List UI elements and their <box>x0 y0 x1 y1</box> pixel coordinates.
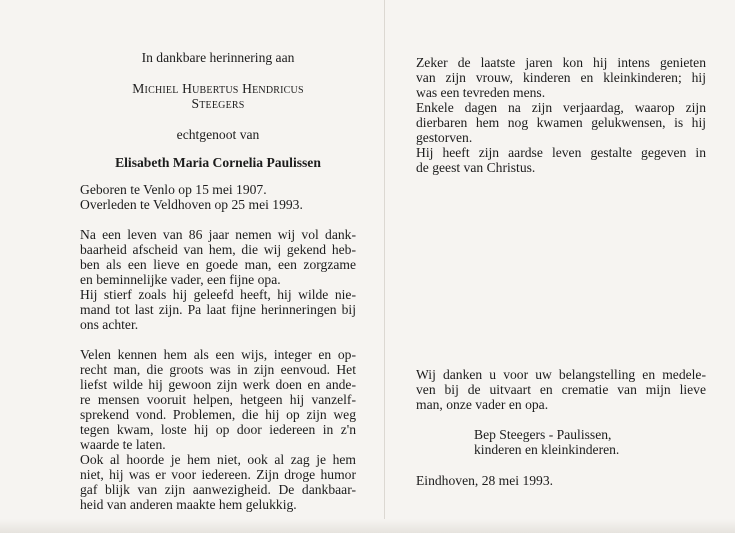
paragraph-line: de geest van Christus. <box>416 160 536 175</box>
paragraph-line: baarheid afscheid van hem, die wij gekend heb- <box>80 242 356 257</box>
signature-line-1: Bep Steegers - Paulissen, <box>474 427 612 442</box>
paragraph-line: van zijn vrouw, kinderen en kleinkinderen; hij <box>416 70 706 85</box>
paragraph-line: niet, hij was er voor iedereen. Zijn droge humor <box>80 467 356 482</box>
paragraph-line: Zeker de laatste jaren kon hij intens genieten <box>416 55 706 70</box>
born-line: Geboren te Venlo op 15 mei 1907. <box>80 182 267 197</box>
paragraph-line: Wij danken u voor uw belangstelling en medele- <box>416 367 706 382</box>
paragraph-line: ons achter. <box>80 317 139 332</box>
paragraph-line: Hij heeft zijn aardse leven gestalte gegeven in <box>416 145 706 160</box>
paragraph-line: sprekend vond. Problemen, die hij op zijn weg <box>80 407 356 422</box>
paragraph-line: gaf blijk van zijn aanwezigheid. De dankbaar- <box>80 482 356 497</box>
paragraph-line: Hij stierf zoals hij geleefd heeft, hij wilde nie- <box>80 287 356 302</box>
paragraph-line: dierbaren hem nog kwamen gelukwensen, is hij <box>416 115 706 130</box>
signature-line-2: kinderen en kleinkinderen. <box>474 442 620 457</box>
paragraph-line: was een tevreden mens. <box>416 85 546 100</box>
deceased-name-line1: Michiel Hubertus Hendricus <box>132 81 304 96</box>
intro-text: In dankbare herinnering aan <box>141 50 295 65</box>
paragraph-line: ben als een lieve en goede man, een zorgzame <box>80 257 356 272</box>
paragraph-line: en beminnelijke vader, een fijne opa. <box>80 272 281 287</box>
paragraph-line: Na een leven van 86 jaar nemen wij vol dank- <box>80 227 356 242</box>
card-edge-shadow <box>0 519 735 533</box>
paragraph-line: recht man, die groots was in zijn eenvoud. Het <box>80 362 356 377</box>
paragraph-line: Enkele dagen na zijn verjaardag, waarop zijn <box>416 100 706 115</box>
paragraph-line: mand tot last zijn. Pa laat fijne herinneringen bij <box>80 302 356 317</box>
paragraph-line: Ook al hoorde je hem niet, ook al zag je hem <box>80 452 356 467</box>
place-date: Eindhoven, 28 mei 1993. <box>416 473 554 488</box>
paragraph-line: liefst wilde hij gewoon zijn werk doen en ande- <box>80 377 356 392</box>
paragraph-line: tegen kwam, loste hij op door iedereen in z'n <box>80 422 356 437</box>
died-line: Overleden te Veldhoven op 25 mei 1993. <box>80 197 303 212</box>
paragraph-line: Velen kennen hem als een wijs, integer en op- <box>80 347 356 362</box>
spouse-intro: echtgenoot van <box>176 127 260 142</box>
paragraph-line: man, onze vader en opa. <box>416 397 549 412</box>
card-fold <box>384 0 385 533</box>
paragraph-line: gestorven. <box>416 130 473 145</box>
deceased-name-line2: Steegers <box>191 96 245 111</box>
paragraph-line: heid van anderen maakte hem gelukkig. <box>80 497 297 512</box>
paragraph-line: waarde te laten. <box>80 437 166 452</box>
paragraph-line: re mensen vooruit helpen, hetgeen hij vanzelf- <box>80 392 356 407</box>
paragraph-line: ven bij de uitvaart en crematie van mijn lieve <box>416 382 706 397</box>
spouse-name: Elisabeth Maria Cornelia Paulissen <box>115 155 321 170</box>
